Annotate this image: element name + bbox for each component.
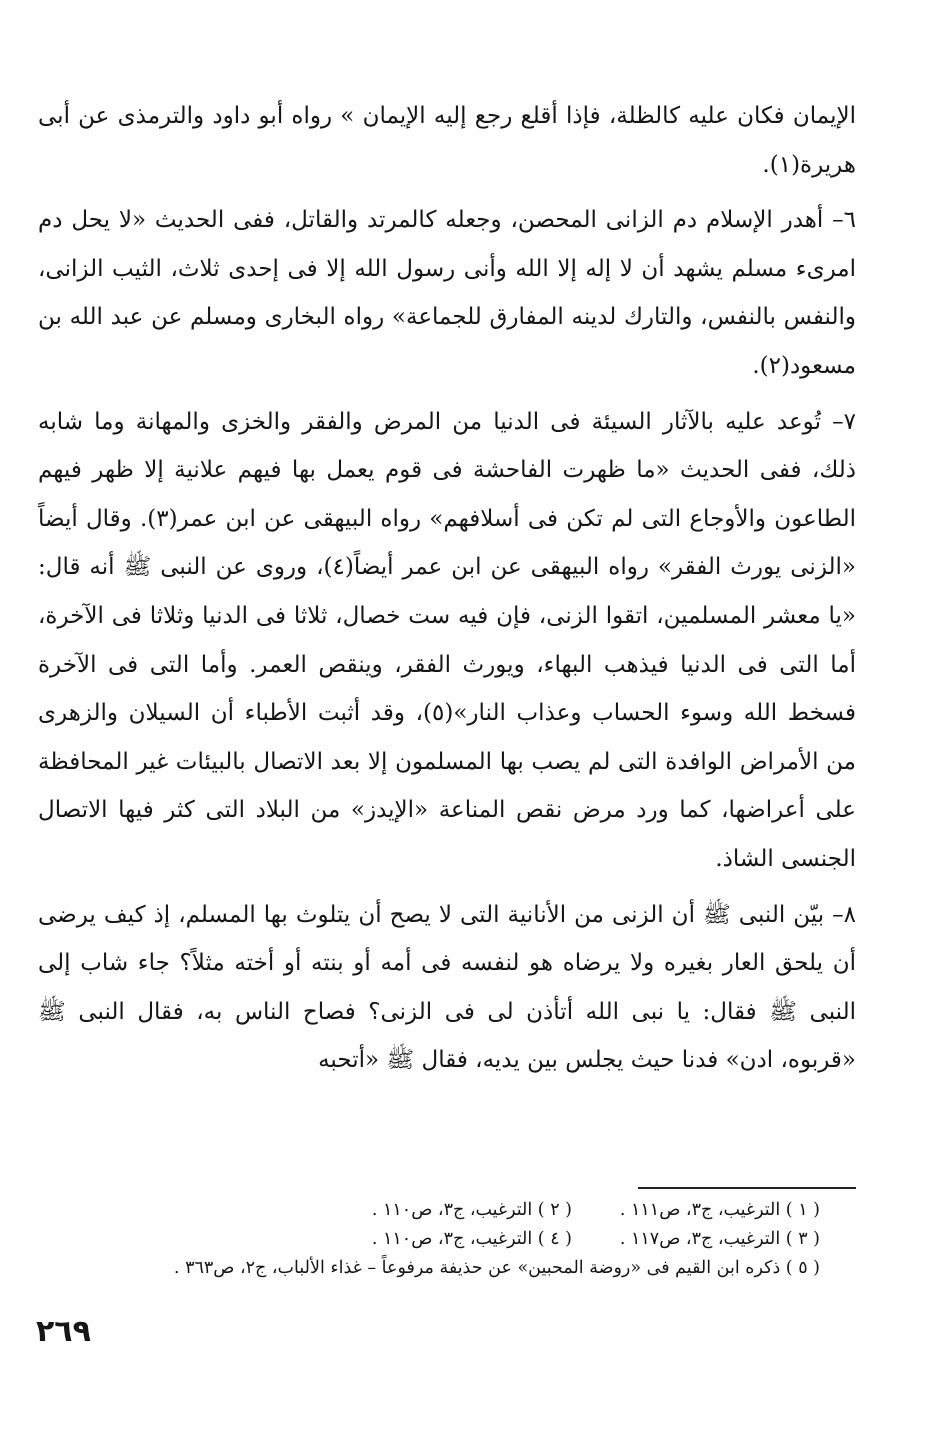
footnote-row — [150, 1254, 820, 1283]
footnote-1: ( ١ ) الترغيب، ج٣، ص١١١ . — [619, 1200, 820, 1220]
footnote-4: ( ٤ ) الترغيب، ج٣، ص١١٠ . — [371, 1229, 572, 1249]
paragraph-6: ٦– أهدر الإسلام دم الزانى المحصن، وجعله كالمرتد والقاتل، ففى الحديث «لا يحل دم امرىء مسلم يشهد أن لا إله إلا الله وأنى رسول الله إلا فى إحدى ثلاث، الثيب الزانى، والنفس بالنفس، والتارك لدينه المفارق للجماعة» رواه البخارى ومسلم عن عبد الله بن مسعود(٢). — [38, 207, 856, 379]
footnote-3: ( ٣ ) الترغيب، ج٣، ص١١٧ . — [619, 1229, 820, 1249]
footnotes — [150, 1196, 820, 1283]
footnote-5: ( ٥ ) ذكره ابن القيم فى «روضة المحبين» عن حذيفة مرفوعاً – غذاء الألباب، ج٢، ص٣٦٣ . — [173, 1258, 820, 1278]
footnote-2: ( ٢ ) الترغيب، ج٣، ص١١٠ . — [371, 1200, 572, 1220]
footnote-row — [150, 1225, 820, 1254]
paragraph-8: ٨– بيّن النبى ﷺ أن الزنى من الأنانية التى لا يصح أن يتلوث بها المسلم، إذ كيف يرضى أن يلحق العار بغيره ولا يرضاه هو لنفسه فى أمه أو بنته أو أخته مثلاً؟ جاء شاب إلى النبى ﷺ فقال: يا نبى الله أتأذن لى فى الزنى؟ فصاح الناس به، فقال النبى ﷺ «قربوه، ادن» فدنا حيث يجلس بين يديه، فقال ﷺ «أتحبه — [38, 901, 856, 1074]
paragraph-continuation: الإيمان فكان عليه كالظلة، فإذا أقلع رجع إليه الإيمان » رواه أبو داود والترمذى عن أبى هريرة(١). — [38, 103, 856, 178]
footnote-row — [150, 1196, 820, 1225]
page-number: ٢٦٩ — [36, 1314, 91, 1349]
paragraph-7: ٧– تُوعد عليه بالآثار السيئة فى الدنيا من المرض والفقر والخزى والمهانة وما شابه ذلك، ففى الحديث «ما ظهرت الفاحشة فى قوم يعمل بها فيهم علانية إلا ظهر فيهم الطاعون والأوجاع التى لم تكن فى أسلافهم» رواه البيهقى عن ابن عمر(٣). وقال أيضاً «الزنى يورث الفقر» رواه البيهقى عن ابن عمر أيضاً(٤)، وروى عن النبى ﷺ أنه قال: «يا معشر المسلمين، اتقوا الزنى، فإن فيه ست خصال، ثلاثا فى الدنيا وثلاثا فى الآخرة، أما التى فى الدنيا فيذهب البهاء، ويورث الفقر، وينقص العمر. وأما التى فى الآخرة فسخط الله وسوء الحساب وعذاب النار»(٥)، وقد أثبت الأطباء أن السيلان والزهرى من الأمراض الوافدة التى لم يصب بها المسلمون إلا بعد الاتصال بالبيئات غير المحافظة على أعراضها، كما ورد مرض نقص المناعة «الإيدز» من البلاد التى كثر فيها الاتصال الجنسى الشاذ. — [38, 408, 856, 872]
main-text — [38, 92, 856, 1092]
footnote-separator — [638, 1187, 856, 1189]
